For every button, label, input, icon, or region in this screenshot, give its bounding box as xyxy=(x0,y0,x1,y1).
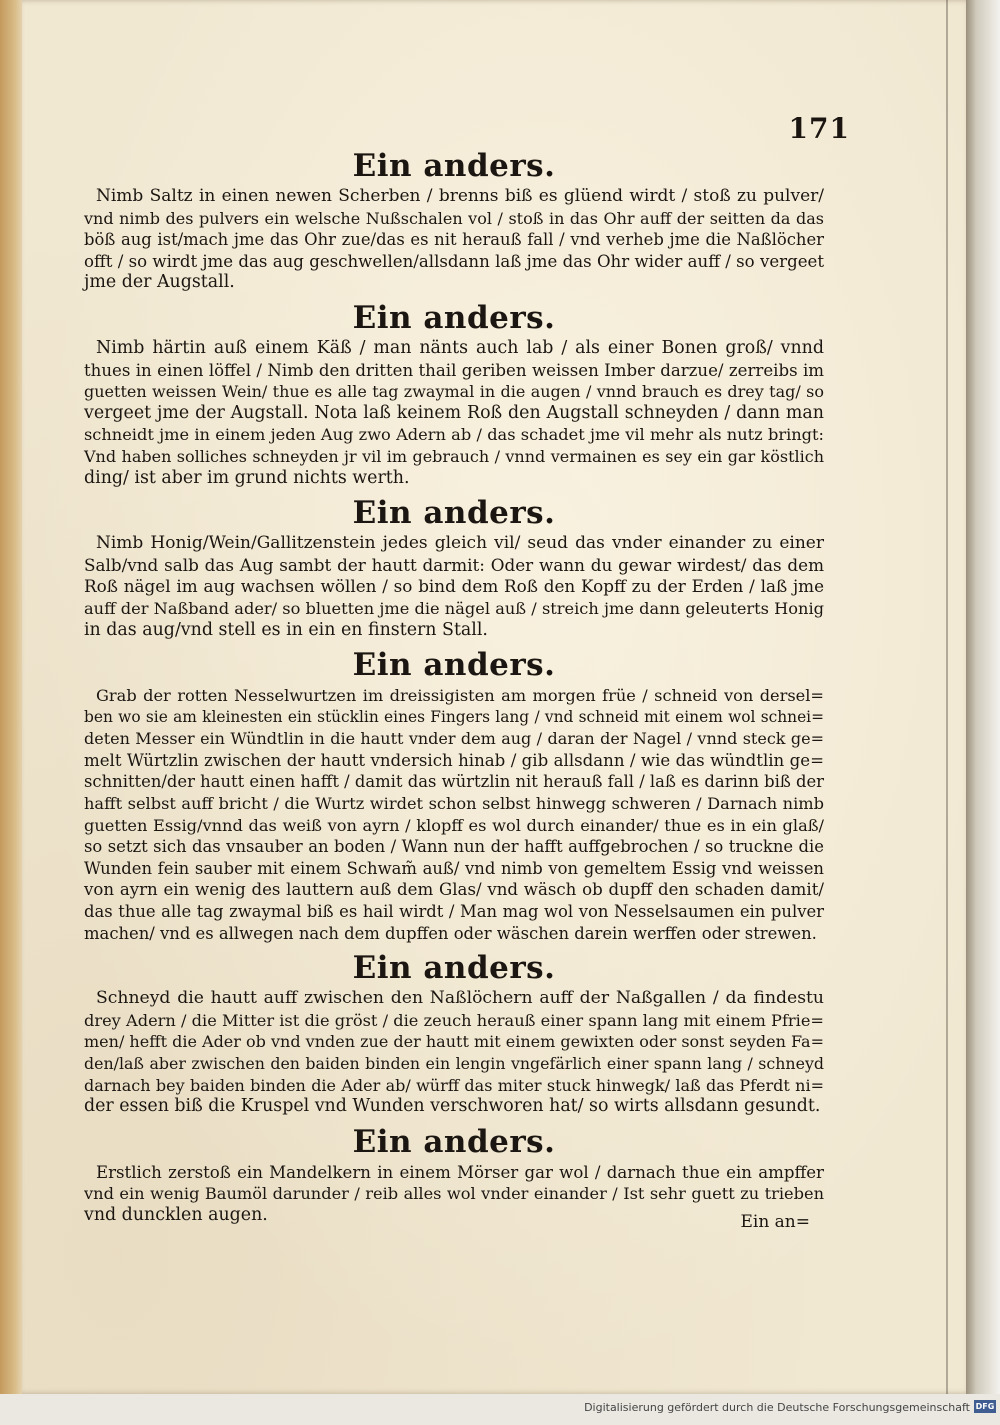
text-line: Wunden fein sauber mit einem Schwam̃ auß/ vnd nimb von gemeltem Essig vnd weissen xyxy=(84,858,824,878)
text-line: darnach bey baiden binden die Ader ab/ würff das miter stuck hinwegk/ laß das Pferdt ni= xyxy=(84,1075,824,1095)
text-line: ben wo sie am kleinesten ein stücklin eines Fingers lang / vnd schneid mit einem wol schnei= xyxy=(84,707,824,726)
text-line: Erstlich zerstoß ein Mandelkern in einem Mörser gar wol / darnach thue ein ampffer xyxy=(96,1162,824,1182)
text-line: den/laß aber zwischen den baiden binden ein lengin vngefärlich einer spann lang / schneyd xyxy=(84,1054,824,1073)
text-line: so setzt sich das vnsauber an boden / Wann nun der hafft auffgebrochen / so truckne die xyxy=(84,837,824,857)
text-line: men/ hefft die Ader ob vnd vnden zue der hautt mit einem gewixten oder sonst seyden Fa= xyxy=(84,1032,824,1052)
page-number: 171 xyxy=(788,112,850,145)
book-edge-right xyxy=(966,0,1000,1394)
section-paragraph xyxy=(84,533,824,641)
text-line: Roß nägel im aug wachsen wöllen / so bind dem Roß den Kopff zu der Erden / laß jme xyxy=(84,576,824,597)
text-line: Vnd haben solliches schneyden jr vil im gebrauch / vnnd vermainen es sey ein gar köstlich xyxy=(84,446,824,466)
text-line: guetten Essig/vnnd das weiß von ayrn / klopff es wol durch einander/ thue es in ein glaß/ xyxy=(84,815,824,835)
text-line: auff der Naßband ader/ so bluetten jme die nägel auß / streich jme dann geleuterts Honig xyxy=(84,598,824,618)
section-heading: Ein anders. xyxy=(352,299,556,336)
page-text xyxy=(84,146,824,1231)
text-line: machen/ vnd es allwegen nach dem dupffen oder wäschen darein werffen oder strewen. xyxy=(84,923,817,943)
text-line: Salb/vnd salb das Aug sambt der hautt darmit: Oder wann du gewar wirdest/ das dem xyxy=(84,554,824,575)
page-edge-line xyxy=(946,0,948,1394)
text-line: jme der Augstall. xyxy=(84,272,235,293)
section-heading: Ein anders. xyxy=(352,950,556,987)
section-paragraph xyxy=(84,685,824,944)
text-line: deten Messer ein Wündtlin in die hautt vnder dem aug / daran der Nagel / vnnd steck ge= xyxy=(84,729,824,749)
section-paragraph xyxy=(84,338,824,489)
text-line: das thue alle tag zwaymal biß es hail wirdt / Man mag wol von Nesselsaumen ein pulver xyxy=(84,902,824,922)
text-line: ding/ ist aber im grund nichts werth. xyxy=(84,467,410,488)
section-heading: Ein anders. xyxy=(352,495,556,532)
text-line: böß aug ist/mach jme das Ohr zue/das es nit herauß fall / vnd verheb jme die Naßlöcher xyxy=(84,230,824,250)
section-heading: Ein anders. xyxy=(352,1123,556,1160)
text-line: Grab der rotten Nesselwurtzen im dreissigisten am morgen früe / schneid von dersel= xyxy=(96,686,824,706)
text-line: schneidt jme in einem jeden Aug zwo Adern ab / das schadet jme vil mehr als nutz bringt: xyxy=(84,425,824,445)
section-heading: Ein anders. xyxy=(352,148,556,184)
dfg-credit: Digitalisierung gefördert durch die Deutsche Forschungsgemeinschaft xyxy=(584,1401,970,1414)
text-line: vnd nimb des pulvers ein welsche Nußschalen vol / stoß in das Ohr auff der seitten da das xyxy=(84,208,824,228)
text-line: Nimb Saltz in einen newen Scherben / brenns biß es glüend wirdt / stoß zu pulver/ xyxy=(96,186,824,206)
text-line: vnd ein wenig Baumöl darunder / reib alles wol vnder einander / Ist sehr guett zu trieben xyxy=(84,1184,824,1204)
section-heading: Ein anders. xyxy=(352,647,556,684)
text-line: Nimb Honig/Wein/Gallitzenstein jedes gleich vil/ seud das vnder einander zu einer xyxy=(96,533,824,554)
section-paragraph xyxy=(84,1162,824,1227)
text-line: Schneyd die hautt auff zwischen den Naßlöchern auff der Naßgallen / da findestu xyxy=(96,988,824,1009)
text-line: hafft selbst auff bricht / die Wurtz wirdet schon selbst hinwegg schweren / Darnach nimb xyxy=(84,794,824,814)
text-line: guetten weissen Wein/ thue es alle tag zwaymal in die augen / vnnd brauch es drey tag/ so xyxy=(84,382,824,402)
catchword: Ein an= xyxy=(740,1212,810,1232)
text-line: offt / so wirdt jme das aug geschwellen/allsdann laß jme das Ohr wider auff / so vergeet xyxy=(84,251,824,271)
text-line: melt Würtzlin zwischen der hautt vndersich hinab / gib allsdann / wie das wündtlin ge= xyxy=(84,750,824,770)
text-line: vnd duncklen augen. xyxy=(84,1204,268,1225)
text-line: schnitten/der hautt einen hafft / damit das würtzlin nit herauß fall / laß es darinn biß der xyxy=(84,772,825,792)
text-line: in das aug/vnd stell es in ein en finstern Stall. xyxy=(84,619,488,640)
text-line: vergeet jme der Augstall. Nota laß keinem Roß den Augstall schneyden / dann man xyxy=(84,402,824,423)
text-line: drey Adern / die Mitter ist die gröst / die zeuch herauß einer spann lang mit einem Pfrie= xyxy=(84,1010,824,1030)
section-paragraph xyxy=(84,186,824,294)
text-line: der essen biß die Kruspel vnd Wunden verschworen hat/ so wirts allsdann gesundt. xyxy=(84,1096,821,1117)
book-edge-left xyxy=(0,0,24,1394)
dfg-logo: DFG xyxy=(975,1402,995,1411)
text-line: Nimb härtin auß einem Käß / man nänts auch lab / als einer Bonen groß/ vnnd xyxy=(96,337,824,358)
section-paragraph xyxy=(84,988,824,1118)
text-line: von ayrn ein wenig des lauttern auß dem Glas/ vnd wäsch ob dupff den schaden damit/ xyxy=(84,880,824,900)
text-line: thues in einen löffel / Nimb den dritten thail geriben weissen Imber darzue/ zerreibs im xyxy=(84,360,824,380)
